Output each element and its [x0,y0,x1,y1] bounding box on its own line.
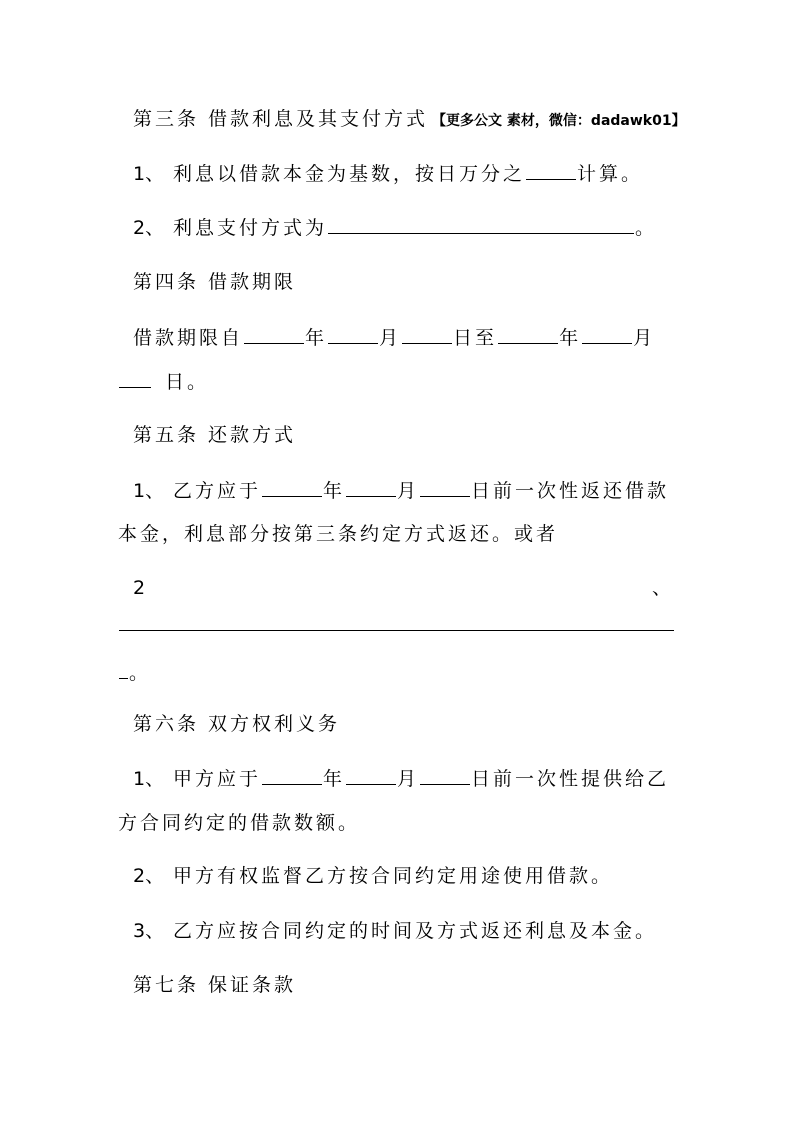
fill-blank[interactable] [582,325,632,344]
item-number: 1、 [133,163,165,185]
text: 年 [323,768,346,790]
text: 。 [129,662,152,684]
fill-blank[interactable] [262,766,322,785]
fill-blank[interactable] [346,478,396,497]
fill-blank[interactable] [262,478,322,497]
text: 年 [305,327,328,349]
article3-heading: 第三条 借款利息及其支付方式 [133,108,429,130]
article6-heading: 第六条 双方权利义务 [133,713,341,735]
item-text: 计算。 [577,163,644,185]
article3-heading-line [133,107,686,133]
fill-blank[interactable] [420,766,470,785]
text: 借款期限自 [133,327,244,349]
article5-item1-line1 [133,478,669,503]
article6-item1-line2: 方合同约定的借款数额。 [118,812,361,834]
article6-item2 [133,864,613,888]
item-number: 1、 [133,480,165,502]
fill-blank[interactable] [526,161,576,180]
item-number: 2、 [133,217,165,239]
text: 乙方应于 [173,480,262,502]
item-text: 。 [635,217,658,239]
article3-item1 [133,161,643,186]
article5-item2-num: 2 [133,577,149,599]
text: 甲方应于 [173,768,262,790]
text: 乙方应按合同约定的时间及方式返还利息及本金。 [173,920,658,942]
fill-blank[interactable] [119,660,128,679]
fill-blank[interactable] [244,325,304,344]
article6-item1-line1 [133,766,669,791]
text: 月 [633,327,656,349]
item-text: 利息以借款本金为基数，按日万分之 [173,163,526,185]
article5-heading: 第五条 还款方式 [133,424,297,446]
text: 年 [559,327,582,349]
article5-item2-end [118,660,151,685]
fill-blank[interactable] [402,325,452,344]
article5-item1-line2: 本金，利息部分按第三条约定方式返还。或者 [118,523,559,545]
source-note: 【更多公文 素材，微信：dadawk01】 [432,113,686,129]
text: 日至 [453,327,498,349]
text: 月 [397,480,420,502]
text: 月 [379,327,402,349]
text: 日前一次性返还借款 [471,480,670,502]
fill-blank[interactable] [346,766,396,785]
text: 月 [397,768,420,790]
article7-heading: 第七条 保证条款 [133,974,297,996]
fill-blank[interactable] [328,325,378,344]
text: 日前一次性提供给乙 [471,768,670,790]
article5-item2-blank-line [118,612,675,637]
fill-blank[interactable] [119,369,151,388]
article5-item2-sep: 、 [652,577,675,599]
item-number: 2、 [133,865,165,887]
item-number: 1、 [133,768,165,790]
article4-text-line1 [133,325,655,350]
item-number: 3、 [133,920,165,942]
article4-heading: 第四条 借款期限 [133,271,297,293]
text: 年 [323,480,346,502]
text: 日。 [165,371,210,393]
fill-blank[interactable] [420,478,470,497]
article6-item3 [133,919,657,943]
article3-item2 [133,215,657,240]
fill-blank[interactable] [328,215,634,234]
article4-text-line2 [118,369,209,394]
text: 甲方有权监督乙方按合同约定用途使用借款。 [173,865,614,887]
fill-blank[interactable] [498,325,558,344]
fill-blank[interactable] [119,612,674,631]
item-text: 利息支付方式为 [173,217,328,239]
